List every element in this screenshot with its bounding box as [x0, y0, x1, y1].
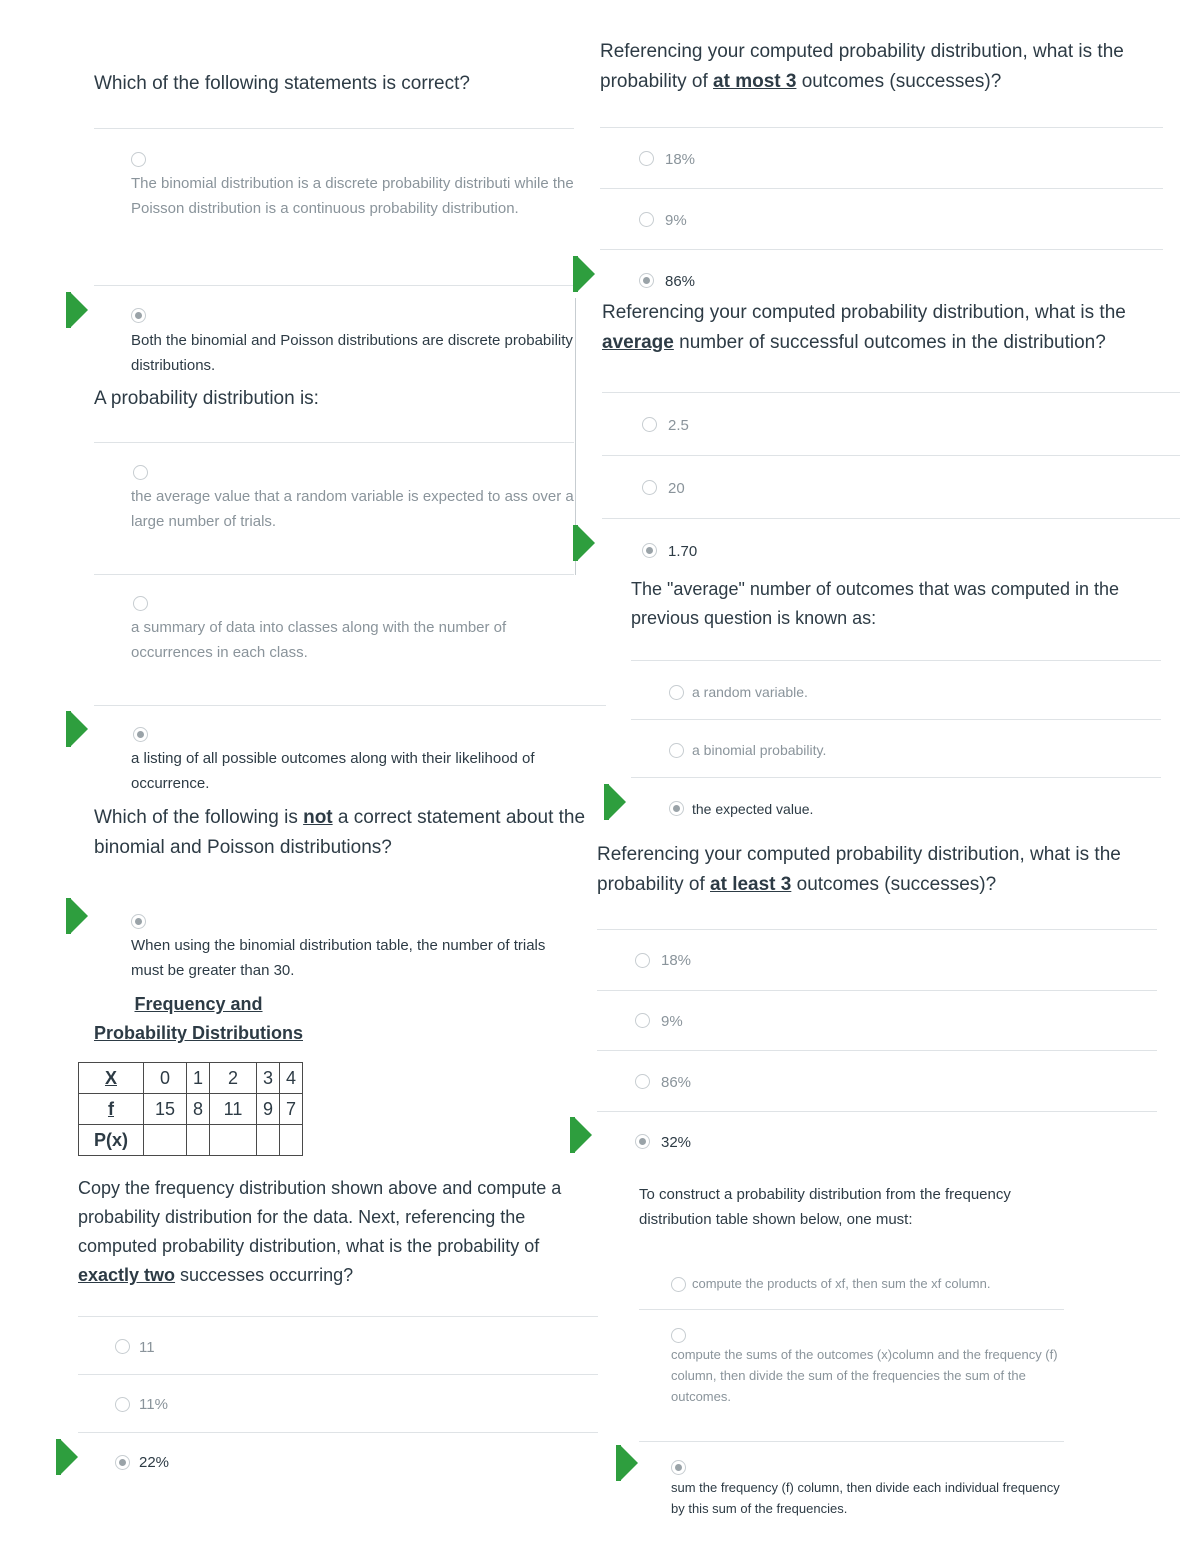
q9-option-3-radio[interactable]	[671, 1460, 686, 1475]
divider	[639, 1309, 1064, 1310]
table-row-p	[79, 1125, 303, 1156]
correct-answer-flag-icon	[70, 292, 88, 328]
q9-option-3-label[interactable]: sum the frequency (f) column, then divide each individual frequency by this sum of the frequencies.	[671, 1480, 1060, 1516]
q8-text-emphasis: at least 3	[710, 874, 792, 895]
correct-answer-flag-icon	[620, 1445, 638, 1481]
q6-option-2-label[interactable]: 20	[668, 480, 685, 497]
table-cell-empty	[210, 1125, 257, 1156]
divider	[602, 518, 1180, 519]
question-7-text: The "average" number of outcomes that was computed in the previous question is known as:	[631, 579, 1120, 628]
row-label-f: f	[79, 1094, 144, 1125]
divider	[94, 285, 574, 286]
divider	[78, 1432, 598, 1433]
q7-option-2-radio[interactable]	[669, 743, 684, 758]
q9-option-1-label[interactable]: compute the products of xf, then sum the xf column.	[692, 1276, 991, 1291]
question-4-text	[78, 1174, 598, 1290]
divider	[631, 660, 1161, 661]
table-cell: 15	[144, 1094, 187, 1125]
question-2-text: A probability distribution is:	[94, 388, 319, 409]
q6-option-2-radio[interactable]	[642, 480, 657, 495]
table-cell: 11	[210, 1094, 257, 1125]
q2-option-1-label[interactable]: the average value that a random variable is expected to ass over a large number of trials.	[131, 488, 574, 530]
q4-option-2-label[interactable]: 11%	[139, 1396, 168, 1413]
question-8-text	[597, 840, 1172, 900]
correct-answer-flag-icon	[70, 898, 88, 934]
table-row-x	[79, 1063, 303, 1094]
divider	[597, 1050, 1157, 1051]
table-cell-empty	[257, 1125, 280, 1156]
q5-option-1-radio[interactable]	[639, 151, 654, 166]
table-cell-empty	[280, 1125, 303, 1156]
q1-option-2-label[interactable]: Both the binomial and Poisson distributions are discrete probability distributions.	[131, 332, 573, 374]
q4-option-3-label[interactable]: 22%	[139, 1454, 170, 1471]
q3-text-pre: Which of the following is	[94, 807, 304, 828]
frequency-table	[78, 1062, 303, 1156]
q8-option-1-label[interactable]: 18%	[661, 952, 692, 969]
q7-option-2-label[interactable]: a binomial probability.	[692, 742, 827, 758]
q1-option-1-radio[interactable]	[131, 152, 146, 167]
q8-option-2-radio[interactable]	[635, 1013, 650, 1028]
q5-option-3-radio[interactable]	[639, 273, 654, 288]
correct-answer-flag-icon	[608, 784, 626, 820]
q5-option-1-label[interactable]: 18%	[665, 151, 696, 168]
q2-option-3-label[interactable]: a listing of all possible outcomes along with their likelihood of occurrence.	[131, 750, 535, 792]
table-title: Frequency and Probability Distributions	[93, 994, 303, 1043]
table-cell-empty	[187, 1125, 210, 1156]
q1-option-2-radio[interactable]	[131, 308, 146, 323]
q6-option-3-radio[interactable]	[642, 543, 657, 558]
q5-option-2-radio[interactable]	[639, 212, 654, 227]
q4-option-1-radio[interactable]	[115, 1339, 130, 1354]
question-5-text	[600, 37, 1180, 97]
q8-option-1-radio[interactable]	[635, 953, 650, 968]
divider	[600, 249, 1163, 250]
table-cell: 1	[187, 1063, 210, 1094]
q2-option-1-radio[interactable]	[133, 465, 148, 480]
q9-option-2-radio[interactable]	[671, 1328, 686, 1343]
q9-option-1-radio[interactable]	[671, 1277, 686, 1292]
q4-text-pre: Copy the frequency distribution shown above and compute a probability distribution for the data. Next, referencing the computed probability distribution, what is the probability of	[78, 1178, 562, 1256]
q8-text-post: outcomes (successes)?	[791, 874, 997, 895]
q8-option-3-radio[interactable]	[635, 1074, 650, 1089]
q2-option-2-label[interactable]: a summary of data into classes along with the number of occurrences in each class.	[131, 619, 507, 661]
q2-option-3-radio[interactable]	[133, 727, 148, 742]
q4-option-1-label[interactable]: 11	[139, 1339, 155, 1356]
correct-answer-flag-icon	[70, 711, 88, 747]
correct-answer-flag-icon	[577, 525, 595, 561]
q8-text-pre: Referencing your computed probability distribution, what is the probability of	[597, 844, 1121, 895]
q5-text-post: outcomes (successes)?	[796, 71, 1002, 92]
divider	[602, 455, 1180, 456]
table-cell: 7	[280, 1094, 303, 1125]
q3-option-radio[interactable]	[131, 914, 146, 929]
correct-answer-flag-icon	[574, 1117, 592, 1153]
q9-option-2-label[interactable]: compute the sums of the outcomes (x)column and the frequency (f) column, then divide the sum of the frequencies the sum of the outcomes.	[671, 1347, 1058, 1404]
q4-option-3-radio[interactable]	[115, 1455, 130, 1470]
q1-option-1-label[interactable]: The binomial distribution is a discrete probability distributi while the Poisson distribution is a continuous probability distribution.	[131, 175, 574, 217]
q6-option-1-radio[interactable]	[642, 417, 657, 432]
row-label-p: P(x)	[79, 1125, 144, 1156]
divider	[597, 990, 1157, 991]
correct-answer-flag-icon	[60, 1439, 78, 1475]
table-cell: 3	[257, 1063, 280, 1094]
divider	[600, 127, 1163, 128]
q8-option-4-label[interactable]: 32%	[661, 1134, 692, 1151]
divider	[597, 1111, 1157, 1112]
table-cell: 0	[144, 1063, 187, 1094]
divider	[600, 188, 1163, 189]
table-cell: 2	[210, 1063, 257, 1094]
q5-option-2-label[interactable]: 9%	[665, 212, 687, 229]
divider	[94, 128, 574, 129]
q6-option-1-label[interactable]: 2.5	[668, 417, 689, 434]
q8-option-3-label[interactable]: 86%	[661, 1074, 692, 1091]
row-label-x: X	[79, 1063, 144, 1094]
divider	[94, 442, 574, 443]
q6-text-post: number of successful outcomes in the distribution?	[673, 332, 1106, 353]
q8-option-4-radio[interactable]	[635, 1134, 650, 1149]
divider	[639, 1441, 1064, 1442]
divider	[631, 719, 1161, 720]
q3-option-label[interactable]: When using the binomial distribution table, the number of trials must be greater than 30.	[131, 937, 546, 979]
q3-text-emphasis: not	[303, 807, 333, 828]
q6-option-3-label[interactable]: 1.70	[668, 543, 698, 560]
q4-text-emphasis: exactly two	[78, 1265, 176, 1285]
question-6-text	[602, 298, 1182, 358]
table-cell: 8	[187, 1094, 210, 1125]
q4-option-2-radio[interactable]	[115, 1397, 130, 1412]
q7-option-3-radio[interactable]	[669, 801, 684, 816]
q6-text-pre: Referencing your computed probability distribution, what is the	[602, 302, 1126, 323]
divider	[602, 392, 1180, 393]
q6-text-emphasis: average	[602, 332, 674, 353]
question-1-text: Which of the following statements is correct?	[94, 73, 470, 94]
question-9-text: To construct a probability distribution from the frequency distribution table shown below, one must:	[639, 1186, 1011, 1228]
table-cell: 9	[257, 1094, 280, 1125]
table-cell: 4	[280, 1063, 303, 1094]
divider	[94, 705, 606, 706]
q8-option-2-label[interactable]: 9%	[661, 1013, 683, 1030]
q3-text-post: a correct statement about the binomial and Poisson distributions?	[94, 807, 586, 858]
q5-text-pre: Referencing your computed probability distribution, what is the probability of	[600, 41, 1124, 92]
divider	[78, 1316, 598, 1317]
divider	[597, 929, 1157, 930]
q7-option-3-label[interactable]: the expected value.	[692, 801, 814, 817]
table-cell-empty	[144, 1125, 187, 1156]
divider	[78, 1374, 598, 1375]
question-3-text	[94, 803, 609, 863]
correct-answer-flag-icon	[577, 256, 595, 292]
q4-text-post: successes occurring?	[175, 1265, 354, 1285]
q7-option-1-radio[interactable]	[669, 685, 684, 700]
table-row-f	[79, 1094, 303, 1125]
q5-text-emphasis: at most 3	[713, 71, 797, 92]
q2-option-2-radio[interactable]	[133, 596, 148, 611]
q7-option-1-label[interactable]: a random variable.	[692, 684, 808, 700]
divider	[94, 574, 574, 575]
divider	[631, 777, 1161, 778]
q5-option-3-label[interactable]: 86%	[665, 273, 696, 290]
